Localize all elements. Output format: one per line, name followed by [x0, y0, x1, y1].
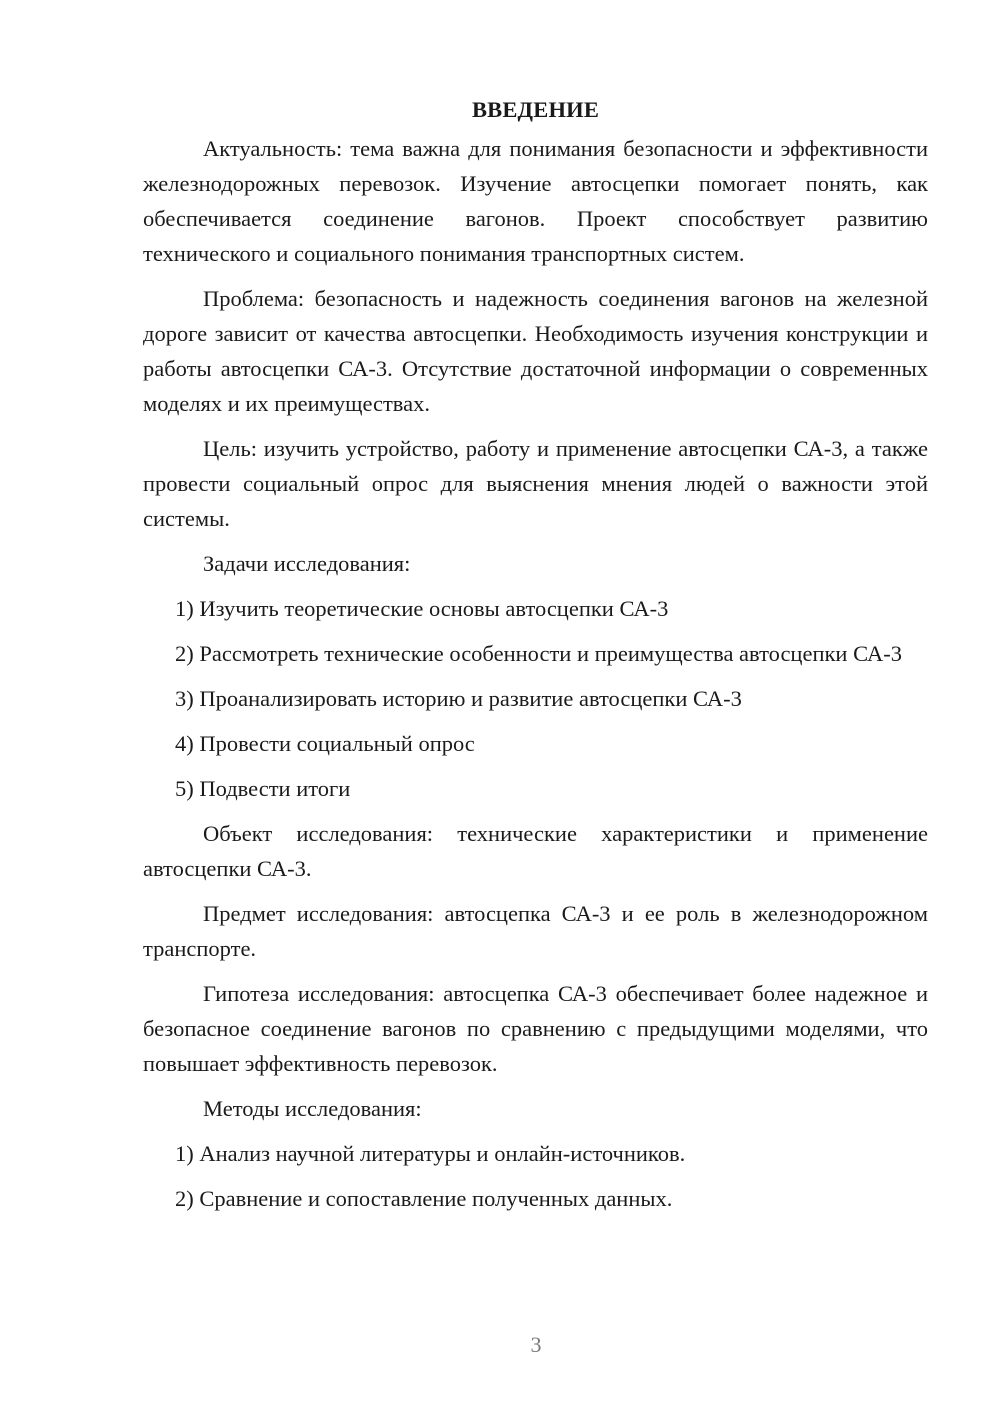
method-item-1: 1) Анализ научной литературы и онлайн-источников. — [175, 1141, 686, 1166]
task-item-2: 2) Рассмотреть технические особенности и преимущества автосцепки СА-3 — [175, 641, 902, 666]
paragraph-goal: Цель: изучить устройство, работу и применение автосцепки СА-3, а также провести социальный опрос для выяснения мнения людей о важности этой системы. — [143, 436, 928, 531]
paragraph-subject: Предмет исследования: автосцепка СА-3 и ее роль в железнодорожном транспорте. — [143, 901, 928, 961]
paragraph-problem: Проблема: безопасность и надежность соединения вагонов на железной дороге зависит от качества автосцепки. Необходимость изучения конструкции и работы автосцепки СА-3. Отсутствие достаточной информации о современных моделях и их преимуществах. — [143, 286, 928, 416]
paragraph-relevance: Актуальность: тема важна для понимания безопасности и эффективности железнодорожных перевозок. Изучение автосцепки помогает понять, как обеспечивается соединение вагонов. Проект способствует развитию технического и социального понимания транспортных систем. — [143, 136, 928, 266]
paragraph-methods-heading: Методы исследования: — [203, 1096, 422, 1121]
task-item-4: 4) Провести социальный опрос — [175, 731, 475, 756]
page-title: ВВЕДЕНИЕ — [471, 97, 600, 122]
page-content — [143, 92, 928, 1226]
paragraph-object: Объект исследования: технические характеристики и применение автосцепки СА-3. — [143, 821, 928, 881]
page-number: 3 — [530, 1332, 542, 1357]
task-item-5: 5) Подвести итоги — [175, 776, 351, 801]
task-item-1: 1) Изучить теоретические основы автосцепки СА-3 — [175, 596, 669, 621]
paragraph-hypothesis: Гипотеза исследования: автосцепка СА-3 обеспечивает более надежное и безопасное соединение вагонов по сравнению с предыдущими моделями, что повышает эффективность перевозок. — [143, 981, 928, 1076]
task-item-3: 3) Проанализировать историю и развитие автосцепки СА-3 — [175, 686, 742, 711]
paragraph-tasks-heading: Задачи исследования: — [203, 551, 411, 576]
method-item-2: 2) Сравнение и сопоставление полученных данных. — [175, 1186, 673, 1211]
